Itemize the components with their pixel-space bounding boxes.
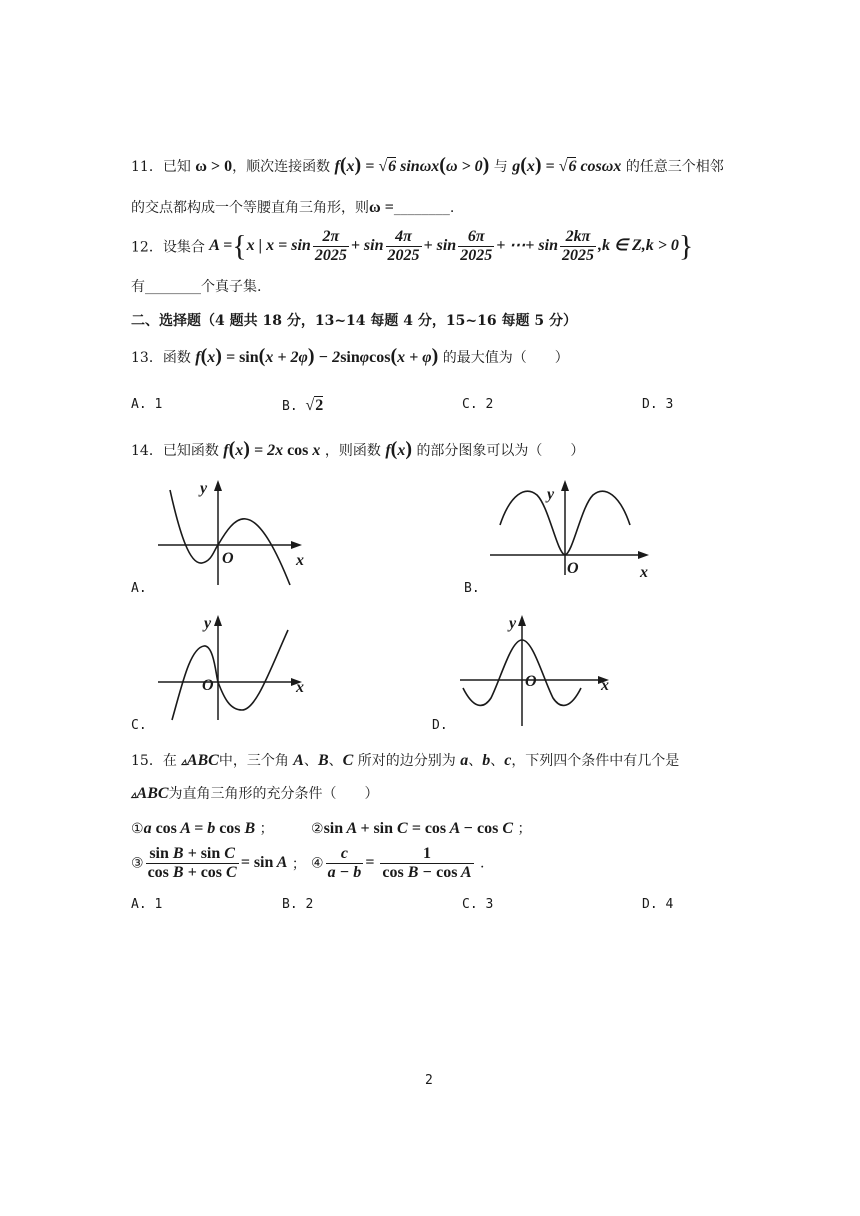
math-f-13: f(x) = sin(x + 2φ) − 2sinφcos(x + φ) bbox=[195, 345, 439, 367]
option-13-d[interactable]: D. 3 bbox=[642, 397, 674, 412]
condition-2: ②sin A + sin C = cos A − cos C ； bbox=[311, 820, 532, 837]
math-set-definition: A ={x | x = sin $\frac{2\pi}{2025}$ + sin $\frac{4\pi}{2025}$ + sin $\frac{6\pi}{2025}$ + ⋯+ sin $\frac{2k\pi}{2025}$ ,k ∈ Z,k > 0} bbox=[209, 228, 694, 264]
graph-c[interactable] bbox=[150, 610, 310, 722]
svg-text:O: O bbox=[202, 677, 214, 694]
graph-d[interactable] bbox=[455, 608, 620, 728]
option-15-a[interactable]: A. 1 bbox=[131, 897, 163, 912]
svg-text:x: x bbox=[640, 564, 648, 580]
condition-4: ④ $\frac{c}{a - b}$ = $\frac{1}{\text{cos B − cos A}}$ . bbox=[311, 845, 485, 881]
question-14: 14．已知函数 f(x) = 2x cos x ，则函数 f(x) 的部分图象可以为（ ） bbox=[131, 438, 585, 460]
label-graph-a: A. bbox=[131, 581, 147, 596]
label-graph-c: C. bbox=[131, 718, 147, 733]
question-12-line-2: 有________个真子集. bbox=[131, 279, 262, 295]
option-15-b[interactable]: B. 2 bbox=[282, 897, 314, 912]
question-13: 13．函数 f(x) = sin(x + 2φ) − 2sinφcos(x + φ) 的最大值为（ ） bbox=[131, 345, 569, 367]
graph-a[interactable] bbox=[150, 475, 310, 590]
svg-text:x: x bbox=[601, 677, 609, 694]
option-13-b[interactable]: B. √2 bbox=[282, 397, 324, 414]
svg-text:O: O bbox=[222, 550, 234, 567]
math-omega-positive: ω > 0 bbox=[195, 158, 233, 175]
answer-blank-11: ________ bbox=[393, 200, 450, 216]
svg-text:O: O bbox=[567, 560, 579, 577]
section-2-title: 二、选择题（4 题共 18 分，13~14 每题 4 分，15~16 每题 5 分） bbox=[131, 313, 577, 329]
svg-text:y: y bbox=[204, 615, 212, 632]
svg-text:x: x bbox=[296, 679, 304, 696]
question-15-line-1: 15．在 ▵ABC中，三个角 A、B、C 所对的边分别为 a、b、c，下列四个条件中有几个是 bbox=[131, 752, 680, 769]
svg-text:y: y bbox=[200, 480, 208, 497]
label-graph-d: D. bbox=[432, 718, 448, 733]
math-f-definition: f(x) = √6 sinωx(ω > 0) bbox=[334, 154, 490, 176]
condition-1: ①a cos A = b cos B ； bbox=[131, 820, 274, 837]
svg-text:O: O bbox=[525, 673, 537, 690]
option-15-c[interactable]: C. 3 bbox=[462, 897, 494, 912]
option-15-d[interactable]: D. 4 bbox=[642, 897, 674, 912]
svg-text:y: y bbox=[509, 615, 517, 632]
question-12-line-1: 12．设集合 A ={x | x = sin $\frac{2\pi}{2025}$ + sin $\frac{4\pi}{2025}$ + sin $\frac{6\pi}{2025}$ + ⋯+ sin $\frac{2k\pi}{2025}$ ,k ∈ Z,k > 0} bbox=[131, 228, 694, 264]
question-11-line-1: 11．已知 ω > 0，顺次连接函数 f(x) = √6 sinωx(ω > 0) 与 g(x) = √6 cosωx 的任意三个相邻 bbox=[131, 154, 724, 176]
option-13-a[interactable]: A. 1 bbox=[131, 397, 163, 412]
svg-text:x: x bbox=[296, 552, 304, 569]
answer-blank-12: ________ bbox=[145, 279, 201, 295]
graph-b[interactable] bbox=[485, 475, 660, 580]
svg-text:y: y bbox=[547, 486, 555, 503]
question-11-line-2: 的交点都构成一个等腰直角三角形，则ω =________. bbox=[131, 199, 455, 216]
math-g-definition: g(x) = √6 cosωx bbox=[512, 154, 622, 176]
question-15-line-2: ▵ABC为直角三角形的充分条件（ ） bbox=[131, 785, 379, 802]
page-number: 2 bbox=[425, 1073, 433, 1088]
label-graph-b: B. bbox=[464, 581, 480, 596]
condition-3: ③ $\frac{\text{sin B + sin C}}{\text{cos B + cos C}}$ = sin A ； bbox=[131, 845, 306, 881]
option-13-c[interactable]: C. 2 bbox=[462, 397, 494, 412]
